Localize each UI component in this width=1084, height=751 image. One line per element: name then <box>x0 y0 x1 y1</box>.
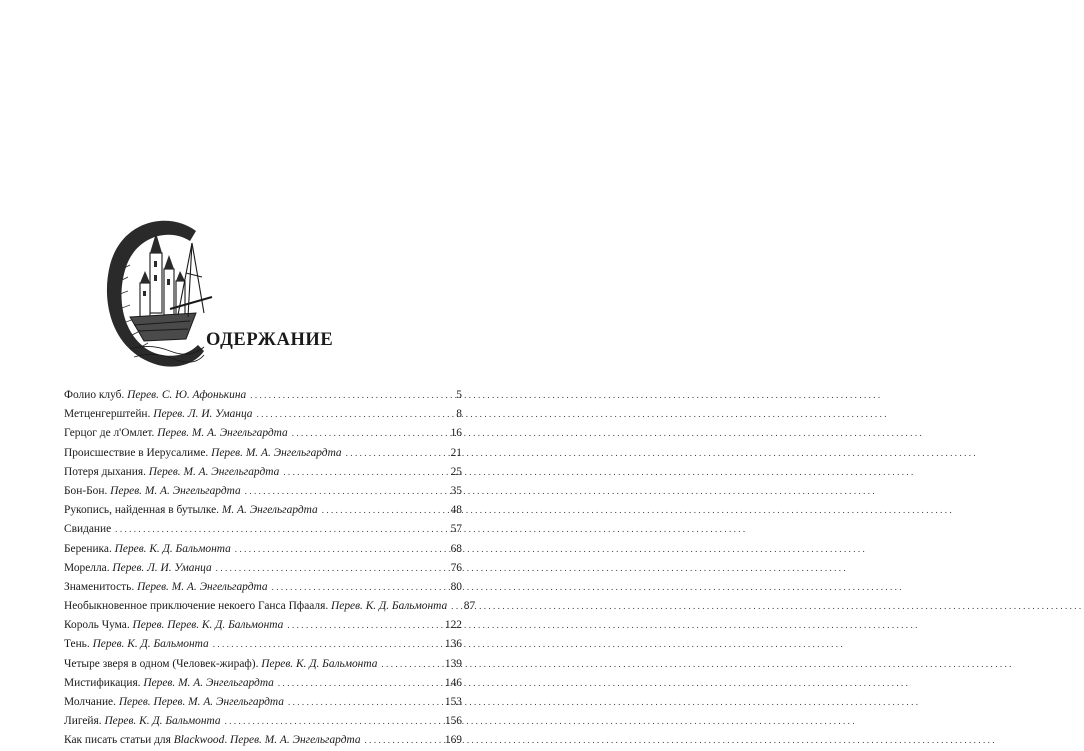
toc-entry-page: 5 <box>456 389 462 401</box>
toc-entry-page: 139 <box>444 657 462 670</box>
toc-entry-title: Молчание. <box>64 696 116 708</box>
leader-dots <box>365 731 441 750</box>
toc-entry-title: Фолио клуб. <box>64 389 125 401</box>
toc-entry[interactable] <box>64 386 462 405</box>
toc-entry[interactable] <box>64 578 462 597</box>
toc-entry-page: 16 <box>450 427 462 440</box>
toc-entry[interactable] <box>64 635 462 654</box>
toc-entry[interactable] <box>64 674 462 693</box>
toc-entry[interactable] <box>64 731 462 750</box>
toc-entry-translator: Перев. Л. И. Уманца <box>153 408 253 421</box>
toc-entry-title: Метценгерштейн. <box>64 408 151 421</box>
toc-entry-page: 153 <box>444 696 462 708</box>
toc-entry-title: Потеря дыхания. <box>64 465 146 478</box>
leader-dots <box>288 693 441 712</box>
toc-entry-title: Береника. <box>64 542 112 555</box>
toc-entry[interactable] <box>64 616 462 635</box>
leader-dots <box>225 712 441 731</box>
toc-entry[interactable] <box>64 424 462 443</box>
toc-entry-title-italic: Blackwood <box>173 734 225 747</box>
leader-dots <box>216 559 444 578</box>
leader-dots <box>115 520 444 539</box>
toc-entry-title: Необыкновенное приключение некоего Ганса Пфааля. <box>64 600 329 613</box>
toc-entry-title: Тень. <box>64 638 90 651</box>
toc-entry-translator: Перев. М. А. Энгельгардта <box>157 427 288 440</box>
toc-entry[interactable] <box>64 482 462 501</box>
toc-entry-page: 35 <box>450 484 462 497</box>
toc-entry-title: Король Чума. <box>64 619 130 632</box>
toc-entry-page: 76 <box>450 561 462 574</box>
toc-entry[interactable] <box>64 693 462 712</box>
toc-entry[interactable] <box>64 463 462 482</box>
toc-entry-page: 156 <box>444 715 462 728</box>
toc-entry-page: 146 <box>444 676 462 689</box>
toc-entry-title: Рукопись, найденная в бутылке. <box>64 504 220 517</box>
contents-heading <box>100 213 430 373</box>
toc-entry[interactable] <box>64 540 462 559</box>
leader-dots <box>381 655 441 674</box>
toc-entry[interactable] <box>64 501 462 520</box>
leader-dots <box>272 578 444 597</box>
toc-entry-title: Мистификация. <box>64 676 141 689</box>
toc-entry-translator: Перев. С. Ю. Афонькина <box>127 389 247 401</box>
illustrated-drop-cap <box>100 213 212 371</box>
toc-entry[interactable] <box>64 405 462 424</box>
toc-entry[interactable] <box>64 520 462 539</box>
leader-dots <box>451 597 457 616</box>
leader-dots <box>278 674 441 693</box>
toc-entry-title: Как писать статьи для <box>64 734 171 747</box>
toc-entry[interactable] <box>64 597 476 616</box>
leader-dots <box>245 482 444 501</box>
toc-entry-page: 122 <box>444 619 462 632</box>
toc-entry-title: Бон-Бон. <box>64 484 108 497</box>
toc-entry-translator: М. А. Энгельгардта <box>221 504 318 517</box>
leader-dots <box>346 444 444 463</box>
toc-entry-translator: Перев. М. А. Энгельгардта <box>143 676 274 689</box>
toc-entry-page: 80 <box>450 580 462 593</box>
leader-dots <box>250 386 444 405</box>
toc-entry-translator: Перев. Л. И. Уманца <box>112 561 212 574</box>
toc-entry-title: Знаменитость. <box>64 580 135 593</box>
toc-entry-translator: Перев. М. А. Энгельгардта <box>148 465 280 478</box>
toc-entry-page: 25 <box>450 465 462 478</box>
toc-entry-translator: Перев. Перев. К. Д. Бальмонта <box>132 619 284 632</box>
table-of-contents <box>64 386 476 751</box>
leader-dots <box>235 540 444 559</box>
toc-entry[interactable] <box>64 559 462 578</box>
toc-entry-title: Лигейя. <box>64 715 102 728</box>
toc-entry-translator: Перев. М. А. Энгельгардта <box>110 484 241 497</box>
toc-entry[interactable] <box>64 444 462 463</box>
toc-entry-title: Герцог де л'Омлет. <box>64 427 155 440</box>
toc-entry-translator: Перев. К. Д. Бальмонта <box>104 715 221 728</box>
leader-dots <box>283 463 444 482</box>
toc-entry-page: 169 <box>444 734 462 747</box>
toc-entry-page: 21 <box>450 446 462 459</box>
toc-entry-translator: Перев. М. А. Энгельгардта <box>211 446 342 459</box>
toc-entry-translator: Перев. К. Д. Бальмонта <box>92 638 209 651</box>
leader-dots <box>213 635 441 654</box>
toc-entry-title-end: . <box>224 734 228 747</box>
toc-entry-page: 57 <box>450 523 462 536</box>
castle-ship-illustration-icon <box>100 213 212 371</box>
toc-entry-page: 68 <box>450 542 462 555</box>
leader-dots <box>322 501 444 520</box>
leader-dots <box>287 616 441 635</box>
toc-entry-page: 8 <box>456 408 462 421</box>
toc-entry-title: Морелла. <box>64 561 110 574</box>
toc-entry-title: Четыре зверя в одном (Человек-жираф). <box>64 657 259 670</box>
toc-entry-page: 48 <box>450 504 462 517</box>
toc-entry-translator: Перев. М. А. Энгельгардта <box>137 580 268 593</box>
contents-title: ОДЕРЖАНИЕ <box>206 330 334 350</box>
toc-entry[interactable] <box>64 712 462 731</box>
toc-entry-title: Происшествие в Иерусалиме. <box>64 446 209 459</box>
leader-dots <box>292 424 444 443</box>
toc-entry-translator: Перев. М. А. Энгельгардта <box>230 734 361 747</box>
toc-entry-translator: Перев. К. Д. Бальмонта <box>261 657 378 670</box>
toc-entry-title: Свидание <box>64 523 112 536</box>
toc-entry-page: 87 <box>463 600 476 613</box>
toc-entry-translator: Перев. Перев. М. А. Энгельгардта <box>118 696 284 708</box>
toc-entry[interactable] <box>64 655 462 674</box>
toc-entry-translator: Перев. К. Д. Бальмонта <box>331 600 448 613</box>
toc-entry-page: 136 <box>444 638 462 651</box>
leader-dots <box>256 405 444 424</box>
toc-entry-translator: Перев. К. Д. Бальмонта <box>114 542 231 555</box>
